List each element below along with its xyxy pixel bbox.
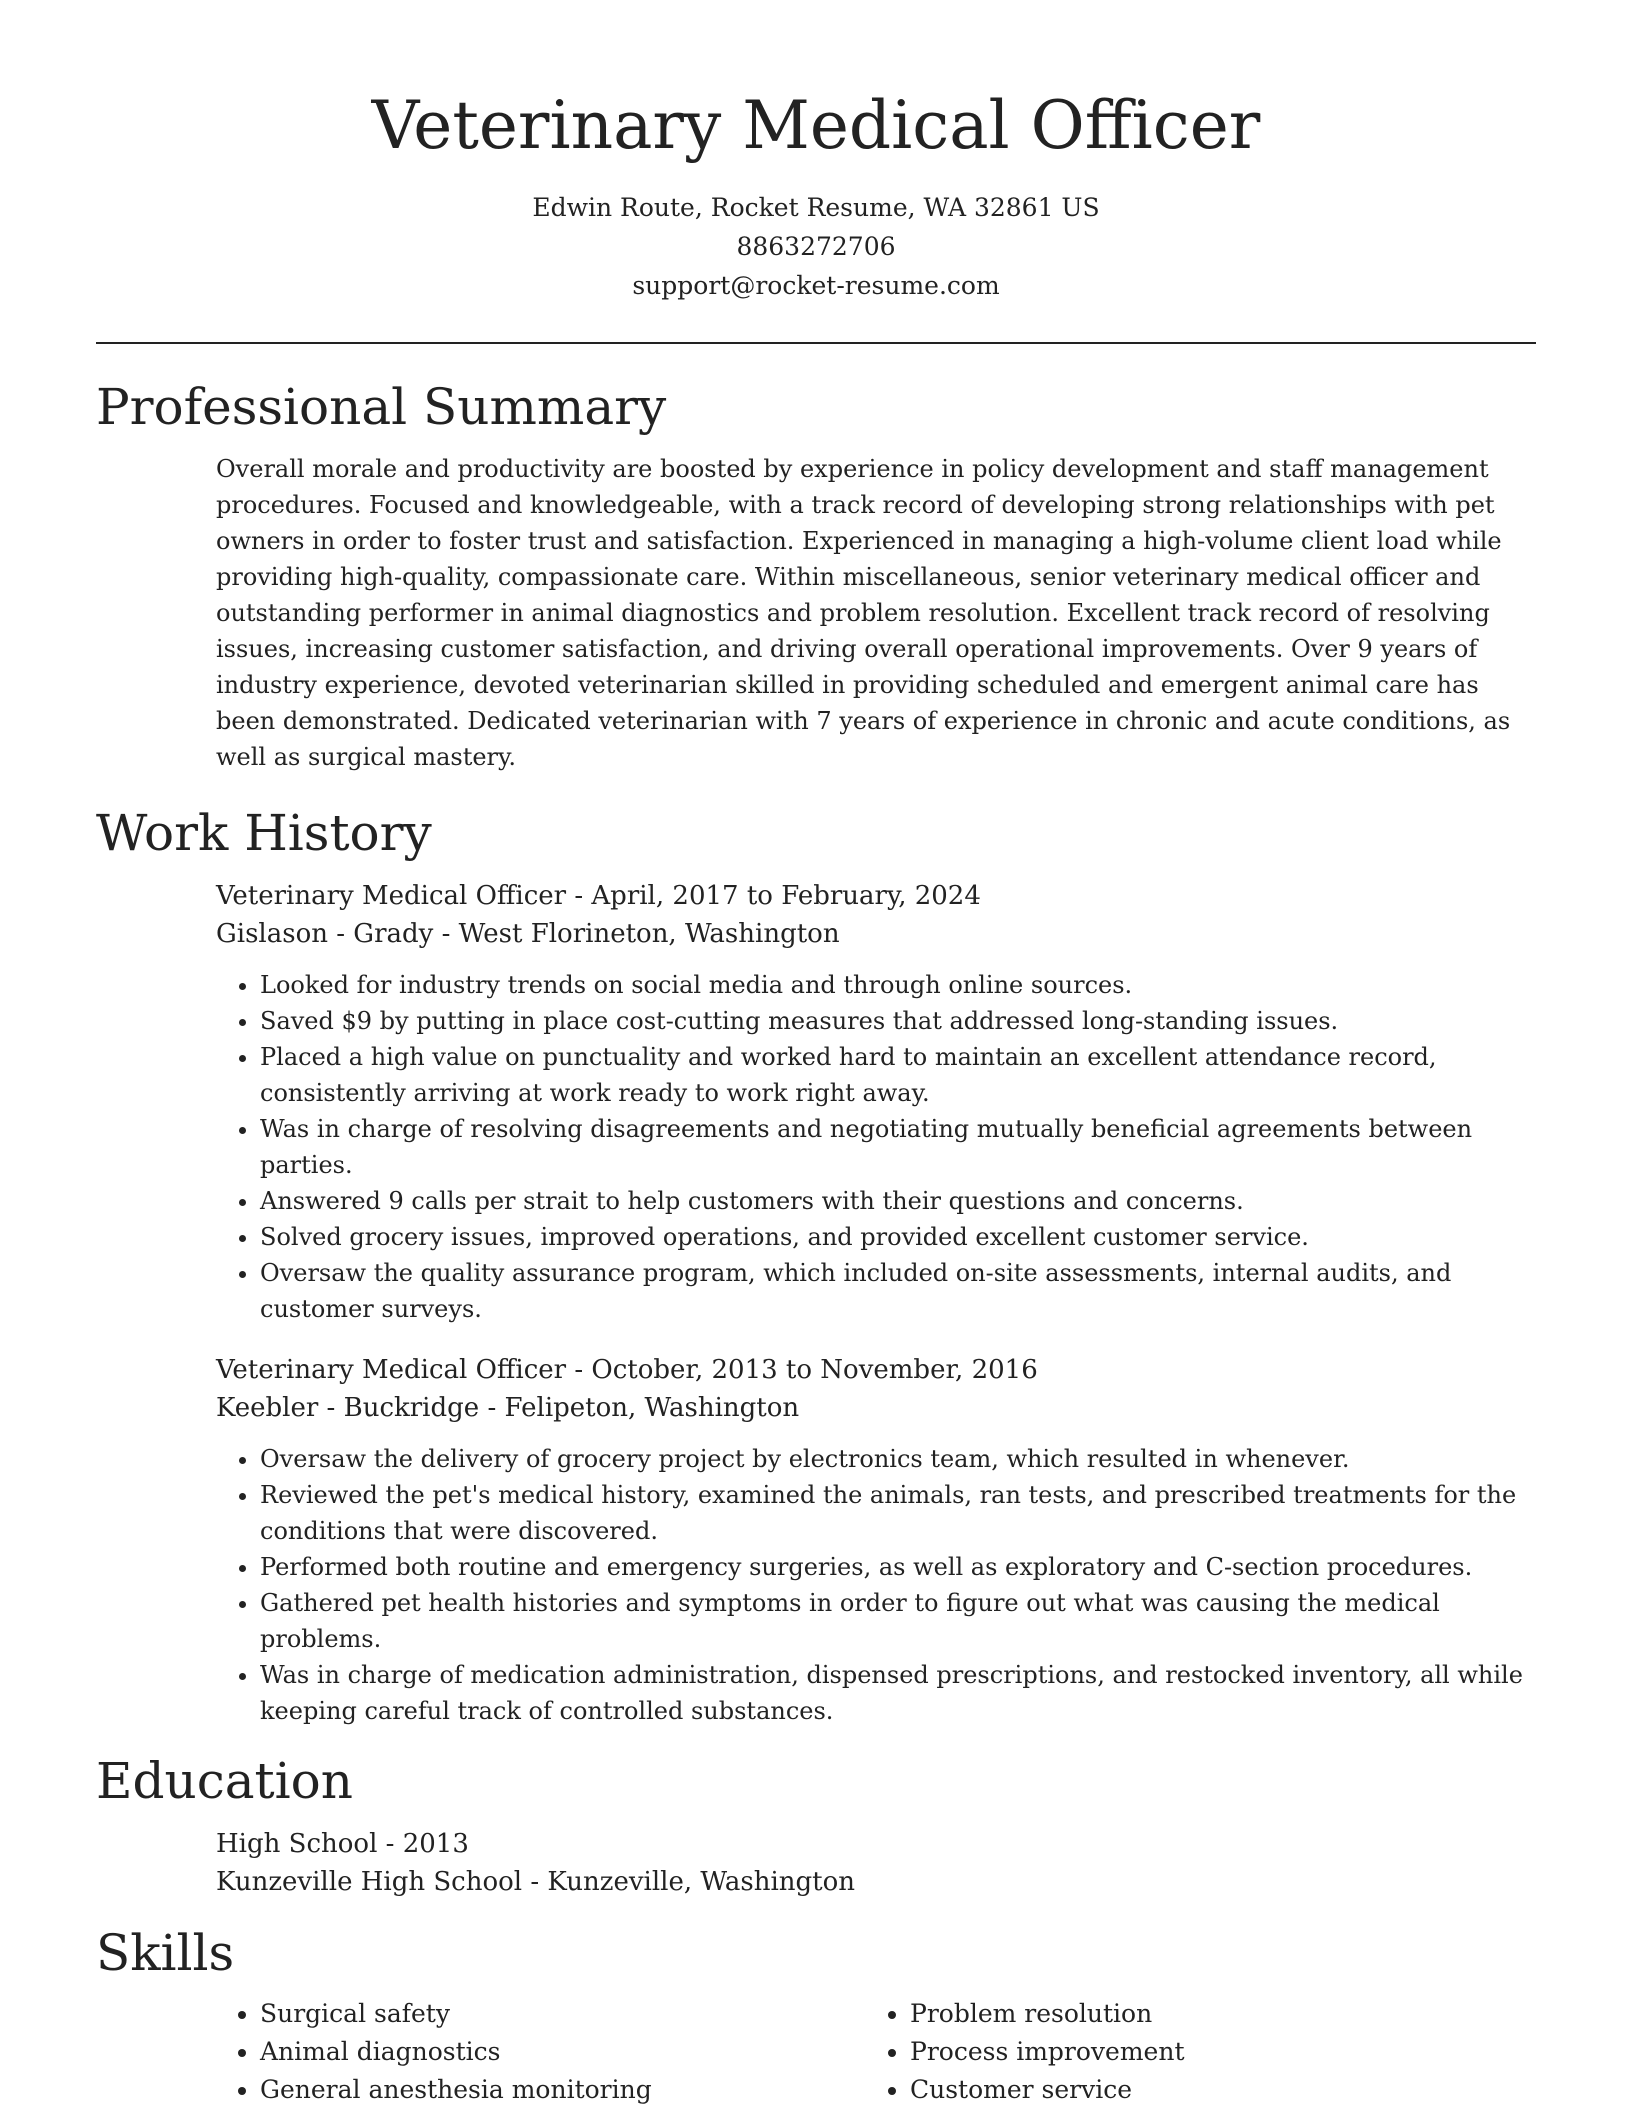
list-item: • Problem resolution [910,1995,1516,2033]
job-company: Gislason - Grady [216,919,434,949]
job-title-line [216,1351,1536,1389]
job-company-line [216,1389,1536,1427]
job-entry [216,1351,1536,1729]
job-dates: - April, 2017 to February, 2024 [566,881,981,911]
job-title: Veterinary Medical Officer [216,881,567,911]
education-degree-line [216,1825,1536,1863]
education-year: - 2013 [377,1829,469,1859]
list-item: • Surgical safety [260,1995,866,2033]
resume-page [96,0,1536,2109]
list-item: • Answered 9 calls per strait to help customers with their questions and concerns. [260,1183,1536,1219]
job-bullets [216,1441,1536,1729]
list-item: • Gathered pet health histories and symptoms in order to figure out what was causing the medical problems. [260,1585,1536,1657]
education-heading: Education [96,1752,353,1810]
skills-column-left [216,1995,866,2109]
skills-grid [216,1995,1536,2109]
skills-heading: Skills [96,1924,235,1982]
skills-column-right [866,1995,1516,2109]
job-title-line [216,877,1536,915]
education-school-line [216,1863,1536,1901]
list-item: • Placed a high value on punctuality and worked hard to maintain an excellent attendance record, consistently arriving at work ready to work right away. [260,1039,1536,1111]
job-dates: - October, 2013 to November, 2016 [566,1355,1038,1385]
job-location: - West Florineton, Washington [433,919,840,949]
list-item: • Was in charge of resolving disagreements and negotiating mutually beneficial agreements between parties. [260,1111,1536,1183]
education-section [96,1751,1536,1901]
resume-title: Veterinary Medical Officer [371,87,1261,164]
contact-block [96,188,1536,305]
contact-address: Edwin Route, Rocket Resume, WA 32861 US [532,193,1100,222]
list-item: • Saved $9 by putting in place cost-cutting measures that addressed long-standing issues. [260,1003,1536,1039]
education-school: Kunzeville High School [216,1867,523,1897]
list-item: • Animal diagnostics [260,2033,866,2071]
list-item: • Oversaw the delivery of grocery project by electronics team, which resulted in whenever. [260,1441,1536,1477]
summary-text: Overall morale and productivity are boosted by experience in policy development and staff management procedures. Focused and knowledgeable, with a track record of developing strong relationships with pet owners in order to foster trust and satisfaction. Experienced in managing a high-volume client load while providing high-quality, compassionate care. Within miscellaneous, senior veterinary medical officer and outstanding performer in animal diagnostics and problem resolution. Excellent track record of resolving issues, increasing customer satisfaction, and driving overall operational improvements. Over 9 years of industry experience, devoted veterinarian skilled in providing scheduled and emergent animal care has been demonstrated. Dedicated veterinarian with 7 years of experience in chronic and acute conditions, as well as surgical mastery. [216,455,1511,771]
education-degree: High School [216,1829,378,1859]
job-location: - Felipeton, Washington [479,1393,800,1423]
list-item: • Reviewed the pet's medical history, examined the animals, ran tests, and prescribed treatments for the conditions that were discovered. [260,1477,1536,1549]
list-item: • General anesthesia monitoring [260,2071,866,2109]
summary-section [96,377,1536,775]
work-history-section [96,803,1536,1729]
list-item: • Looked for industry trends on social media and through online sources. [260,967,1536,1003]
list-item: • Solved grocery issues, improved operations, and provided excellent customer service. [260,1219,1536,1255]
skills-section [96,1923,1536,2109]
job-entry [216,877,1536,1327]
resume-header [96,0,1536,305]
list-item: • Process improvement [910,2033,1516,2071]
summary-heading: Professional Summary [96,378,667,436]
job-company: Keebler - Buckridge [216,1393,480,1423]
list-item: • Was in charge of medication administration, dispensed prescriptions, and restocked inventory, all while keeping careful track of controlled substances. [260,1657,1536,1729]
education-location: - Kunzeville, Washington [522,1867,856,1897]
contact-phone: 8863272706 [736,232,896,261]
contact-email: support@rocket-resume.com [632,271,1000,300]
list-item: • Performed both routine and emergency surgeries, as well as exploratory and C-section procedures. [260,1549,1536,1585]
list-item: • Oversaw the quality assurance program, which included on-site assessments, internal audits, and customer surveys. [260,1255,1536,1327]
job-company-line [216,915,1536,953]
header-divider [96,342,1536,344]
list-item: • Customer service [910,2071,1516,2109]
work-history-heading: Work History [96,804,432,862]
job-bullets [216,967,1536,1327]
job-title: Veterinary Medical Officer [216,1355,567,1385]
